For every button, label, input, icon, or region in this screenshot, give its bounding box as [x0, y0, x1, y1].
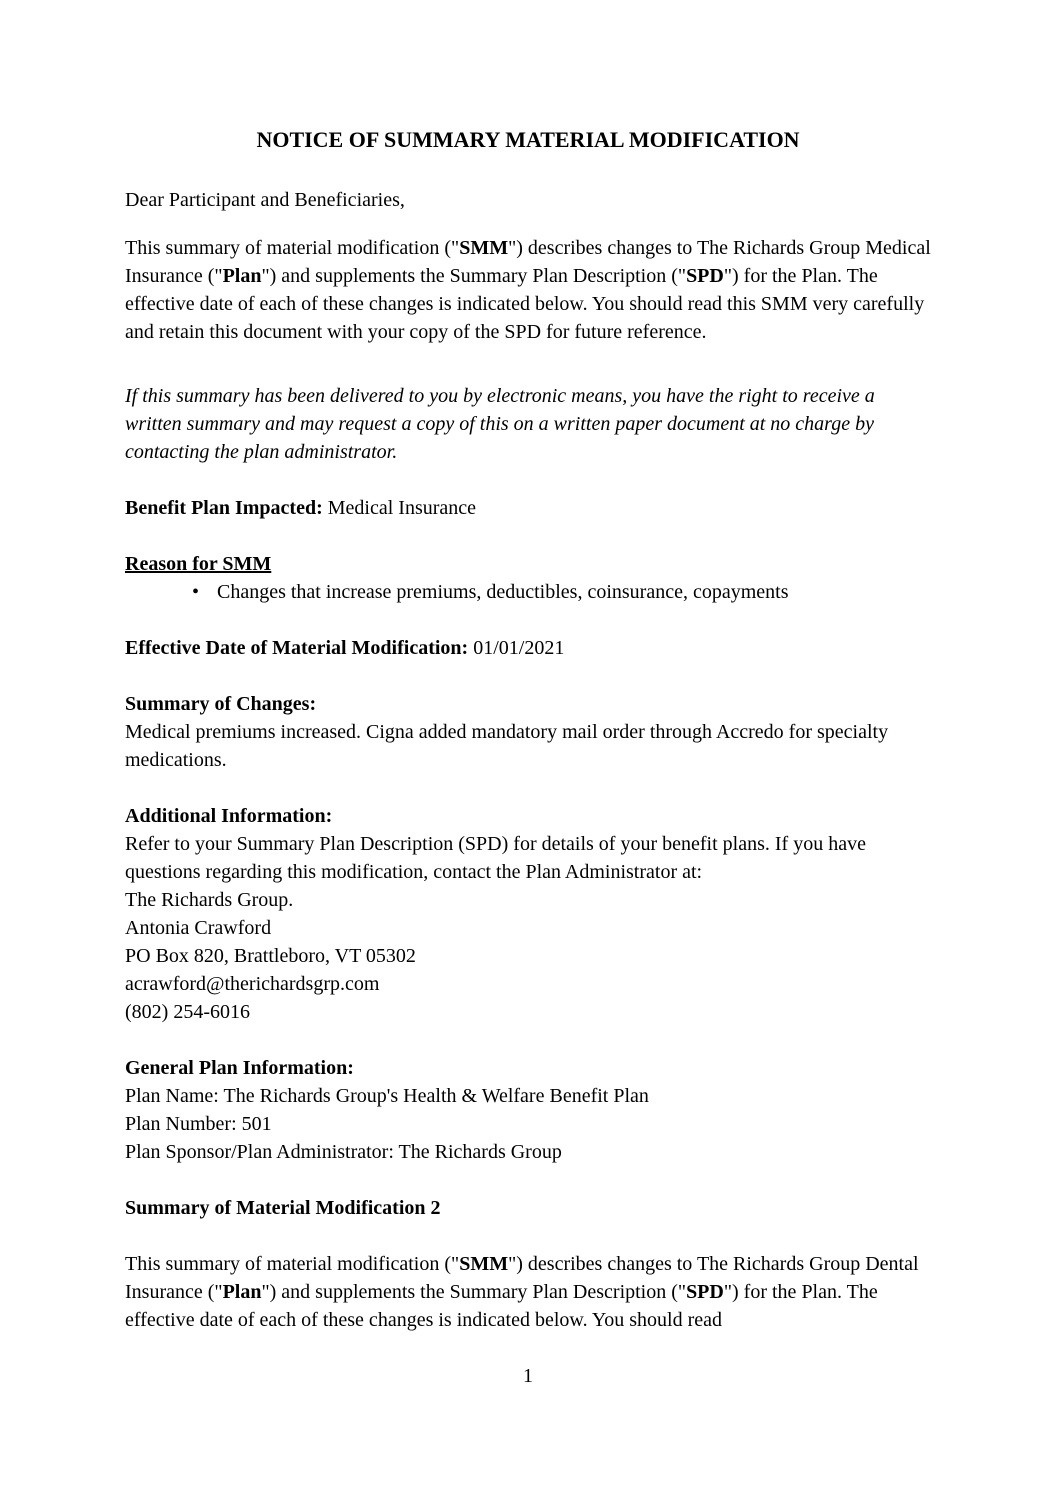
general-plan-information-heading: General Plan Information: — [125, 1057, 354, 1079]
general-plan-information-section — [125, 1054, 931, 1166]
plan-number-line: Plan Number: 501 — [125, 1113, 272, 1135]
text-segment: This summary of material modification (" — [125, 237, 460, 259]
benefit-plan-impacted-line — [125, 494, 931, 522]
electronic-delivery-notice: If this summary has been delivered to you by electronic means, you have the right to receive a written summary and may request a copy of this on a written paper document at no charge by contacting the plan administrator. — [125, 385, 875, 463]
document-title: NOTICE OF SUMMARY MATERIAL MODIFICATION — [256, 127, 800, 152]
benefit-plan-value: Medical Insurance — [327, 497, 477, 519]
effective-date-label: Effective Date of Material Modification: — [125, 637, 469, 659]
text-segment-bold: Plan — [222, 1281, 262, 1303]
smm2-intro-paragraph — [125, 1250, 931, 1334]
contact-line-phone: (802) 254-6016 — [125, 1001, 250, 1023]
text-segment: ") for the Plan. The effective date of each of these changes is indicated below. You should read this SMM very carefully and retain this document with your copy of the SPD for future reference. — [125, 265, 925, 343]
smm1-intro-paragraph — [125, 234, 931, 346]
text-segment-bold: SPD — [686, 1281, 724, 1303]
text-segment: ") for the Plan. The effective date of each of these changes is indicated below. You should read — [125, 1281, 878, 1331]
text-segment-bold: Plan — [222, 265, 262, 287]
effective-date-line — [125, 634, 931, 662]
additional-information-section — [125, 802, 931, 1026]
text-segment-bold: SPD — [686, 265, 724, 287]
effective-date-value: 01/01/2021 — [473, 637, 565, 659]
summary-of-changes-heading: Summary of Changes: — [125, 693, 317, 715]
plan-name-line: Plan Name: The Richards Group's Health & Welfare Benefit Plan — [125, 1085, 649, 1107]
reason-bullet-item — [125, 578, 931, 606]
additional-information-body: Refer to your Summary Plan Description (SPD) for details of your benefit plans. If you have questions regarding this modification, contact the Plan Administrator at: — [125, 833, 866, 883]
page-number: 1 — [523, 1365, 533, 1387]
bullet-icon — [192, 578, 217, 606]
text-segment: ") describes changes to The Richards Group Dental Insurance (" — [125, 1253, 919, 1303]
reason-bullet-text: Changes that increase premiums, deductibles, coinsurance, copayments — [217, 581, 789, 603]
plan-sponsor-line: Plan Sponsor/Plan Administrator: The Richards Group — [125, 1141, 562, 1163]
contact-line-name: Antonia Crawford — [125, 917, 272, 939]
salutation: Dear Participant and Beneficiaries, — [125, 189, 405, 211]
text-segment-bold: SMM — [459, 237, 509, 259]
reason-for-smm-heading — [125, 550, 931, 578]
contact-line-address: PO Box 820, Brattleboro, VT 05302 — [125, 945, 416, 967]
summary-of-changes-body: Medical premiums increased. Cigna added mandatory mail order through Accredo for specialty medications. — [125, 721, 889, 771]
text-segment: ") describes changes to The Richards Group Medical Insurance (" — [125, 237, 931, 287]
smm2-heading: Summary of Material Modification 2 — [125, 1197, 441, 1219]
contact-line-organization: The Richards Group. — [125, 889, 294, 911]
additional-information-heading: Additional Information: — [125, 805, 333, 827]
reason-for-smm-heading-text: Reason for SMM — [125, 553, 272, 575]
text-segment: This summary of material modification (" — [125, 1253, 460, 1275]
text-segment: ") and supplements the Summary Plan Description (" — [261, 265, 687, 287]
summary-of-changes-section — [125, 690, 931, 774]
contact-line-email: acrawford@therichardsgrp.com — [125, 973, 380, 995]
text-segment: ") and supplements the Summary Plan Description (" — [261, 1281, 687, 1303]
benefit-plan-label: Benefit Plan Impacted: — [125, 497, 323, 519]
text-segment-bold: SMM — [459, 1253, 509, 1275]
